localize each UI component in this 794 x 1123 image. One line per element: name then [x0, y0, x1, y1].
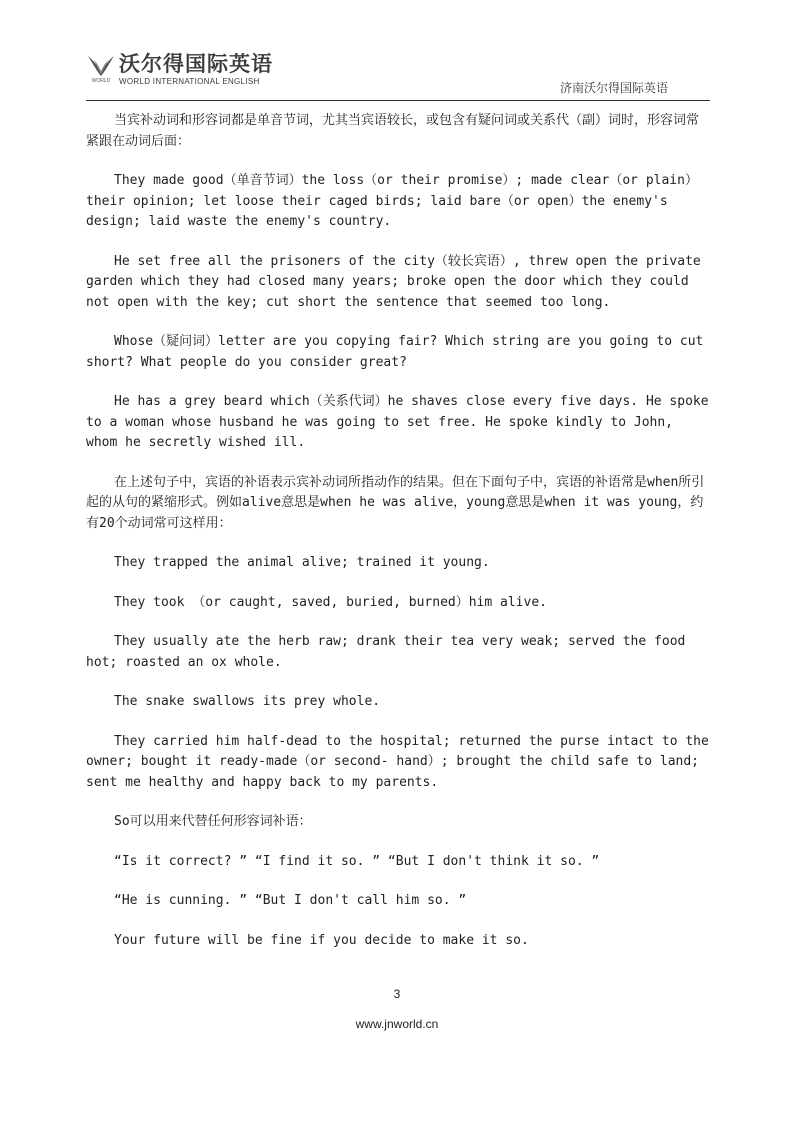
footer-url: www.jnworld.cn [355, 1017, 439, 1031]
paragraph: They trapped the animal alive; trained it young. [114, 555, 490, 570]
paragraph: “He is cunning. ” “But I don't call him so. ” [114, 893, 467, 908]
paragraph: He has a grey beard which（关系代词）he shaves close every five days. He spoke to a woman whose husband he was going to set free. He spoke kindly to John, whom he secretly wished ill. [86, 394, 709, 450]
wing-logo-icon [86, 52, 116, 86]
paragraph: The snake swallows its prey whole. [114, 694, 381, 709]
logo-chinese-name: 沃尔得国际英语 [119, 52, 273, 76]
logo-mark-text: WORLD [91, 78, 111, 84]
paragraph: They made good（单音节词）the loss（or their promise）; made clear（or plain）their opinion; let loose their caged birds; laid bare（or open）the enemy's design; laid waste the enemy's country. [86, 173, 698, 229]
paragraph: “Is it correct? ” “I find it so. ” “But I don't think it so. ” [114, 853, 600, 869]
paragraph: 在上述句子中，宾语的补语表示宾补动词所指动作的结果。但在下面句子中，宾语的补语常是when所引起的从句的紧缩形式。例如alive意思是when he was alive，young意思是when it was young，约有20个动词常可这样用： [86, 474, 705, 531]
paragraph: Whose（疑问词）letter are you copying fair? Which string are you going to cut short? What people do you consider great? [86, 334, 704, 370]
paragraph: They took （or caught, saved, buried, burned）him alive. [114, 594, 547, 610]
paragraph: They carried him half-dead to the hospital; returned the purse intact to the owner; bought it ready-made（or second- hand）; brought the child safe to land; sent me healthy and happy back to my parents. [86, 733, 709, 790]
paragraph: 当宾补动词和形容词都是单音节词，尤其当宾语较长，或包含有疑问词或关系代（副）词时，形容词常紧跟在动词后面： [86, 113, 700, 149]
page-number: 3 [393, 987, 401, 1001]
document-body [86, 111, 710, 970]
paragraph: He set free all the prisoners of the city（较长宾语）, threw open the private garden which they had closed many years; broke open the door which they could not open with the key; cut short the sentence that seemed too long. [86, 253, 701, 310]
page-header [86, 50, 710, 101]
paragraph: So可以用来代替任何形容词补语： [114, 814, 312, 829]
paragraph: Your future will be fine if you decide to make it so. [114, 932, 529, 948]
logo-english-name: WORLD INTERNATIONAL ENGLISH [119, 77, 260, 86]
paragraph: They usually ate the herb raw; drank their tea very weak; served the food hot; roasted an ox whole. [86, 634, 686, 670]
header-school-name: 济南沃尔得国际英语 [559, 81, 668, 95]
company-logo [86, 52, 273, 86]
